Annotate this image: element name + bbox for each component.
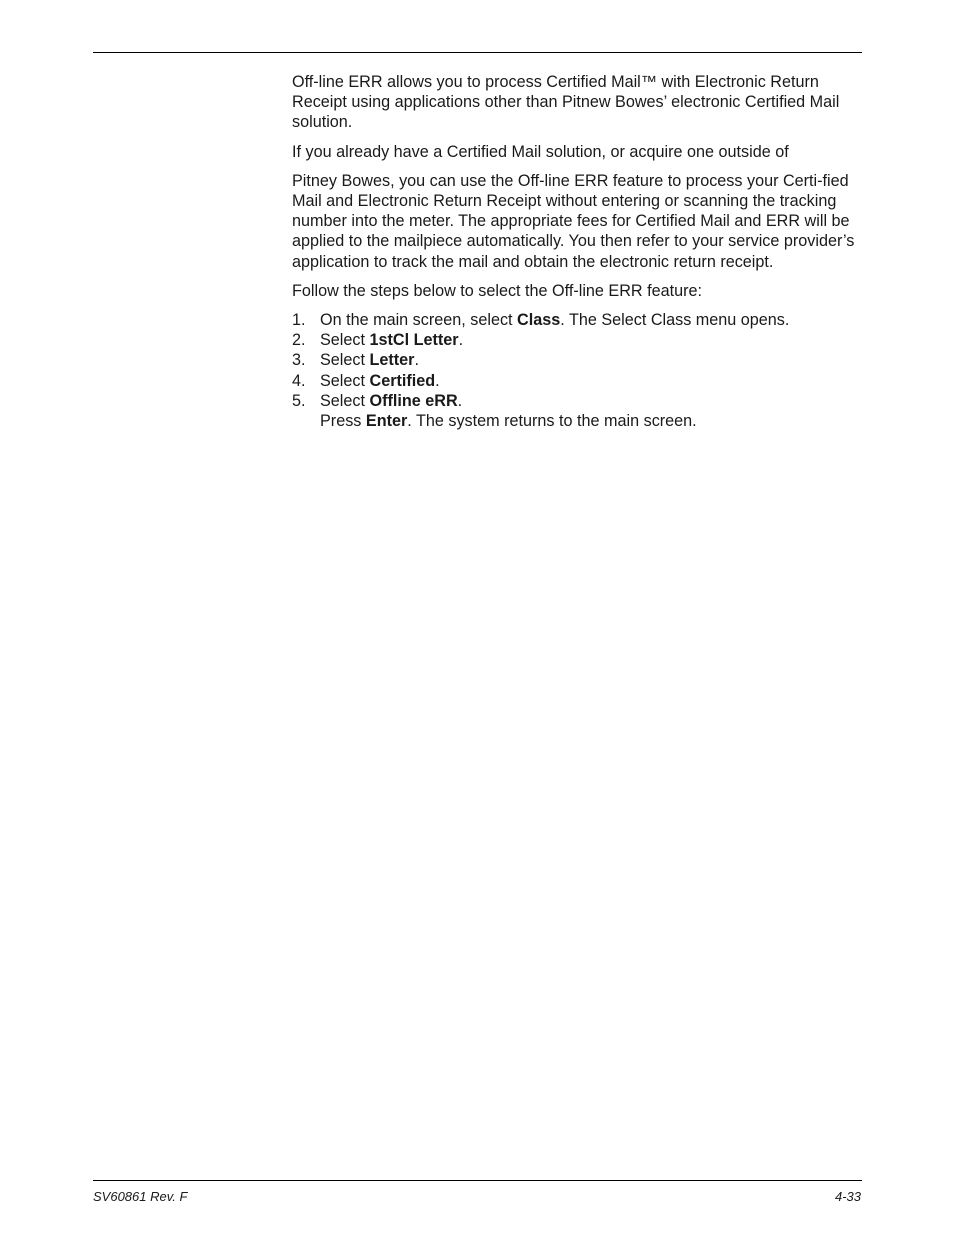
step-number: 5.	[292, 391, 306, 410]
step-sub-text: . The system returns to the main screen.	[407, 412, 697, 431]
step-item-4	[292, 371, 862, 391]
step-item-1	[292, 310, 862, 330]
step-number: 4.	[292, 371, 306, 390]
step-text: Select	[320, 371, 370, 390]
step-text: .	[435, 371, 440, 390]
step-number: 3.	[292, 351, 306, 370]
step-item-5	[292, 391, 862, 431]
intro-paragraph-1: Off-line ERR allows you to process Certified Mail™ with Electronic Return Receipt using applications other than Pitnew Bowes’ electronic Certified Mail solution.	[292, 73, 840, 132]
step-item-2	[292, 330, 862, 350]
step-sub-text: Press	[320, 412, 366, 431]
step-text: . The Select Class menu opens.	[560, 311, 790, 330]
step-item-3	[292, 350, 862, 370]
intro-paragraph-3: Pitney Bowes, you can use the Off-line ERR feature to process your Certi-fied Mail and Electronic Return Receipt without entering or scanning the tracking number into the meter. The appropriate fees for Certified Mail and ERR will be applied to the mailpiece automatically. You then refer to your service provider’s application to track the mail and obtain the electronic return receipt.	[292, 171, 855, 271]
step-sub-keyword: Enter	[365, 412, 408, 431]
page-body	[292, 72, 862, 431]
footer-doc-id: SV60861 Rev. F	[93, 1189, 188, 1204]
step-text: .	[457, 391, 463, 410]
step-text: Select	[320, 331, 370, 350]
steps-intro: Follow the steps below to select the Off-line ERR feature:	[292, 281, 702, 300]
step-keyword: Certified	[369, 371, 436, 390]
step-keyword: Letter	[369, 351, 415, 370]
step-text: Select	[320, 351, 370, 370]
step-text: On the main screen, select	[320, 311, 518, 330]
intro-paragraph-2: If you already have a Certified Mail solution, or acquire one outside of	[292, 142, 789, 161]
footer-page-number: 4-33	[834, 1189, 861, 1204]
steps-list	[292, 310, 862, 431]
step-keyword: Class	[517, 311, 561, 330]
step-text: Select	[320, 391, 370, 410]
step-keyword: Offline eRR	[369, 391, 458, 410]
step-number: 2.	[292, 331, 306, 350]
footer-rule	[93, 1180, 862, 1181]
step-keyword: 1stCl Letter	[369, 331, 459, 350]
step-text: .	[414, 351, 419, 370]
step-number: 1.	[292, 311, 306, 330]
step-text: .	[458, 331, 464, 350]
header-rule	[93, 52, 862, 53]
